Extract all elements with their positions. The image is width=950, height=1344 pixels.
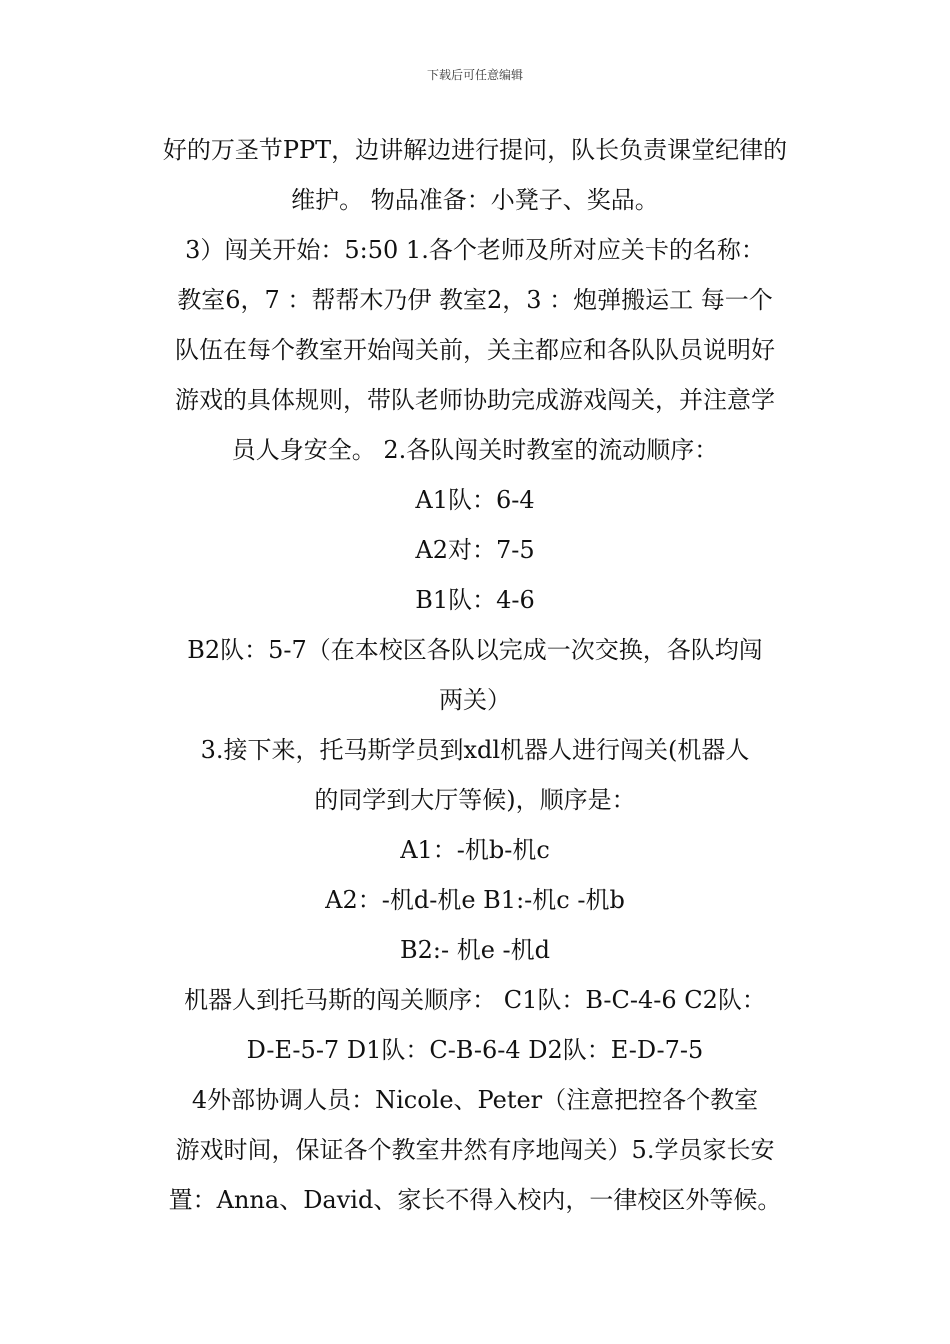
text-line-9: A2对：7-5	[415, 536, 535, 564]
text-line-18: 机器人到托马斯的闯关顺序： C1队：B-C-4-6 C2队：	[184, 986, 766, 1014]
text-line-20: 4外部协调人员：Nicole、Peter（注意把控各个教室	[191, 1086, 759, 1114]
text-line-16: A2：-机d-机e B1:-机c -机b	[325, 886, 625, 914]
text-line-14: 的同学到大厅等候)，顺序是：	[314, 786, 636, 814]
text-line-3: 3）闯关开始：5:50 1.各个老师及所对应关卡的名称：	[185, 236, 765, 264]
page-header: 下载后可任意编辑	[426, 68, 523, 82]
text-line-12: 两关）	[439, 686, 511, 714]
text-line-11: B2队：5-7（在本校区各队以完成一次交换，各队均闯	[187, 636, 763, 664]
text-line-5: 队伍在每个教室开始闯关前，关主都应和各队队员说明好	[175, 336, 775, 364]
text-line-4: 教室6，7 ：帮帮木乃伊 教室2，3 ：炮弹搬运工 每一个	[177, 286, 773, 314]
text-line-2: 维护。 物品准备：小凳子、奖品。	[291, 186, 659, 214]
text-line-7: 员人身安全。 2.各队闯关时教室的流动顺序：	[231, 436, 719, 464]
text-line-17: B2:- 机e -机d	[399, 936, 551, 964]
text-line-10: B1队：4-6	[415, 586, 535, 614]
text-line-19: D-E-5-7 D1队：C-B-6-4 D2队：E-D-7-5	[246, 1036, 704, 1064]
text-line-6: 游戏的具体规则，带队老师协助完成游戏闯关，并注意学	[175, 386, 775, 414]
text-line-15: A1：-机b-机c	[400, 836, 550, 864]
text-line-22: 置：Anna、David、家长不得入校内，一律校区外等候。	[168, 1186, 782, 1214]
text-line-1: 好的万圣节PPT，边讲解边进行提问，队长负责课堂纪律的	[162, 136, 788, 164]
text-line-8: A1队：6-4	[415, 486, 535, 514]
text-line-21: 游戏时间，保证各个教室井然有序地闯关）5.学员家长安	[175, 1136, 775, 1164]
text-line-13: 3.接下来，托马斯学员到xdl机器人进行闯关(机器人	[200, 736, 750, 764]
